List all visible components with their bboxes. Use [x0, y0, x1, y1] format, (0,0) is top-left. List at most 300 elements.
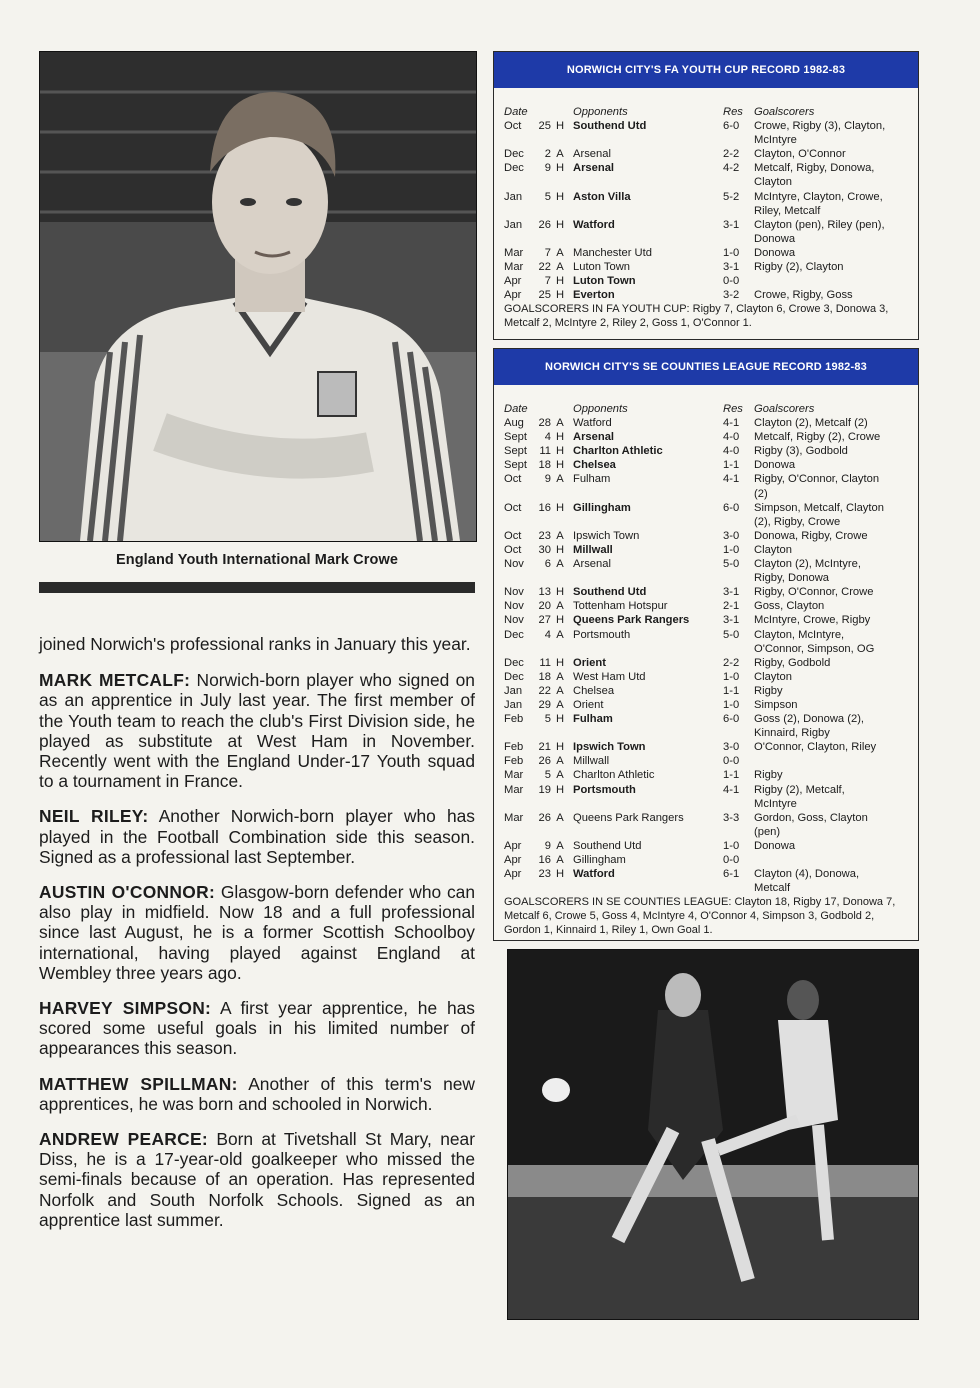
match-opponent: Tottenham Hotspur [573, 600, 668, 613]
match-scorers: Riley, Metcalf [754, 204, 821, 217]
match-scorers: Goss (2), Donowa (2), [754, 713, 865, 726]
match-day: 4 [544, 628, 551, 641]
header-res: Res [723, 106, 743, 118]
match-result: 1-0 [723, 839, 740, 852]
match-scorers: Clayton (pen), Riley (pen), [754, 218, 885, 231]
table-row [504, 797, 918, 811]
match-month: Oct [504, 529, 522, 542]
match-venue: H [555, 275, 565, 288]
article-intro: joined Norwich's professional ranks in January this year. [39, 634, 471, 654]
match-venue: H [555, 190, 565, 203]
article-body [39, 634, 475, 1245]
match-month: Aug [504, 417, 524, 430]
table-row [504, 613, 918, 627]
match-venue: A [556, 261, 564, 274]
match-month: Nov [504, 586, 524, 599]
table-row [504, 585, 918, 599]
match-scorers: Donowa [754, 459, 796, 472]
match-scorers: McIntyre, Clayton, Crowe, [754, 190, 883, 203]
match-month: Nov [504, 614, 524, 627]
match-opponent: West Ham Utd [573, 670, 646, 683]
match-result: 5-0 [723, 558, 740, 571]
match-opponent: Arsenal [573, 558, 611, 571]
header-date: Date [504, 106, 528, 118]
match-day: 9 [544, 473, 551, 486]
table-row [504, 529, 918, 543]
match-opponent: Portsmouth [573, 628, 631, 641]
match-scorers: Donowa [754, 839, 796, 852]
match-day: 25 [538, 120, 551, 133]
profile-paragraph [39, 882, 475, 983]
table-row [504, 670, 918, 684]
profile-text: A first year apprentice, he has scored some useful goals in his limited number of appearances this season. [39, 998, 475, 1059]
match-venue: H [555, 586, 565, 599]
match-opponent: Chelsea [573, 459, 616, 472]
match-month: Dec [504, 628, 524, 641]
match-day: 11 [539, 656, 551, 669]
match-venue: H [555, 868, 565, 881]
match-opponent: Ipswich Town [573, 741, 646, 754]
match-month: Nov [504, 600, 524, 613]
match-venue: H [555, 431, 565, 444]
match-scorers: Rigby (2), Clayton [754, 261, 844, 274]
table-row [504, 881, 918, 895]
match-month: Nov [504, 558, 524, 571]
match-venue: A [556, 839, 564, 852]
table-row [504, 218, 918, 232]
match-result: 2-1 [723, 600, 740, 613]
match-scorers: O'Connor, Simpson, OG [754, 642, 875, 655]
match-result: 3-1 [723, 586, 740, 599]
match-venue: A [556, 558, 564, 571]
match-day: 22 [538, 684, 551, 697]
match-venue: H [555, 656, 565, 669]
match-result: 1-1 [723, 459, 740, 472]
match-day: 23 [538, 868, 551, 881]
match-result: 5-0 [723, 628, 740, 641]
match-venue: H [555, 741, 565, 754]
match-venue: A [556, 854, 564, 866]
match-opponent: Southend Utd [573, 586, 647, 599]
table-row [504, 656, 918, 670]
match-month: Mar [504, 811, 524, 824]
match-scorers: Rigby, O'Connor, Clayton [754, 473, 880, 486]
match-day: 28 [538, 417, 551, 430]
match-opponent: Watford [573, 417, 612, 430]
match-scorers: Rigby (3), Godbold [754, 445, 848, 458]
match-scorers: McIntyre, Crowe, Rigby [754, 614, 871, 627]
photo-caption: England Youth International Mark Crowe [115, 552, 398, 568]
match-day: 6 [544, 558, 551, 571]
match-day: 5 [544, 769, 551, 782]
match-day: 26 [538, 811, 551, 824]
match-scorers [754, 274, 904, 288]
match-day: 29 [538, 698, 551, 711]
match-month: Dec [504, 656, 524, 669]
match-result: 2-2 [723, 148, 740, 161]
match-day: 30 [538, 543, 551, 556]
match-scorers: O'Connor, Clayton, Riley [754, 741, 877, 754]
match-scorers: Rigby, Godbold [754, 656, 831, 669]
match-scorers: Donowa [754, 246, 796, 259]
match-month: Apr [504, 854, 522, 866]
match-scorers: Rigby [754, 769, 783, 782]
table-row [504, 642, 918, 656]
match-result: 1-0 [723, 246, 740, 259]
profile-name: ANDREW PEARCE: [39, 1129, 209, 1150]
match-scorers: Goss, Clayton [754, 600, 825, 613]
match-result: 3-2 [723, 289, 740, 302]
match-venue: A [556, 698, 564, 711]
match-opponent: Luton Town [573, 261, 631, 274]
table-row [504, 825, 918, 839]
match-opponent: Arsenal [573, 431, 615, 444]
match-result: 3-1 [723, 218, 740, 231]
profile-text: Another of this term's new apprentices, he was born and schooled in Norwich. [39, 1073, 475, 1114]
match-venue: H [555, 162, 565, 175]
table-row [504, 472, 918, 486]
match-scorers: Donowa [754, 232, 796, 245]
match-result: 1-1 [723, 769, 740, 782]
match-result: 1-0 [723, 698, 740, 711]
match-opponent: Fulham [573, 473, 611, 486]
match-scorers: Gordon, Goss, Clayton [754, 811, 868, 824]
profile-text: Glasgow-born defender who can also play in midfield. Now 18 and a full professional since last August, he is a former Scottish Schoolboy international, having played against England at Wembley three years ago. [39, 882, 475, 983]
match-result: 1-1 [723, 684, 740, 697]
match-month: Dec [504, 148, 524, 161]
match-result: 3-1 [723, 261, 740, 274]
fa-youth-cup-table [504, 105, 918, 302]
match-month: Jan [504, 218, 523, 231]
table-row [504, 501, 918, 515]
match-day: 26 [538, 755, 551, 768]
match-opponent: Arsenal [573, 162, 615, 175]
match-opponent: Charlton Athletic [573, 769, 655, 782]
match-month: Oct [504, 473, 522, 486]
match-venue: A [556, 811, 564, 824]
match-opponent: Millwall [573, 543, 613, 556]
match-venue: H [555, 218, 565, 231]
match-venue: A [556, 670, 564, 683]
match-month: Apr [504, 289, 522, 302]
table-row [504, 260, 918, 274]
match-month: Jan [504, 190, 523, 203]
match-scorers: Metcalf [754, 882, 791, 895]
table-row [504, 698, 918, 712]
table-row [504, 288, 918, 302]
table-row [504, 515, 918, 529]
match-venue: A [556, 769, 564, 782]
table-row [504, 444, 918, 458]
match-day: 22 [538, 261, 551, 274]
match-opponent: Orient [573, 698, 604, 711]
match-venue: H [555, 783, 565, 796]
table-row [504, 571, 918, 585]
match-result: 1-0 [723, 543, 740, 556]
match-day: 2 [544, 148, 551, 161]
match-month: Mar [504, 246, 524, 259]
fa-youth-cup-panel [493, 51, 919, 340]
table-row [504, 133, 918, 147]
match-day: 11 [539, 445, 551, 458]
profile-name: HARVEY SIMPSON: [39, 998, 212, 1019]
match-day: 23 [538, 529, 551, 542]
table-row [504, 839, 918, 853]
match-scorers: Clayton, O'Connor [754, 148, 846, 161]
profile-paragraph [39, 806, 475, 867]
match-result: 4-1 [723, 417, 740, 430]
match-month: Apr [504, 868, 522, 881]
match-month: Feb [504, 741, 524, 754]
profile-paragraph [39, 1074, 475, 1114]
profile-name: AUSTIN O'CONNOR: [39, 882, 216, 903]
match-scorers: Rigby [754, 684, 783, 697]
se-counties-table [504, 402, 918, 895]
match-scorers: Simpson, Metcalf, Clayton [754, 501, 884, 514]
match-opponent: Gillingham [573, 854, 626, 866]
match-scorers: Clayton [754, 543, 792, 556]
match-month: Mar [504, 769, 524, 782]
header-date: Date [504, 403, 528, 415]
match-day: 7 [544, 246, 551, 259]
match-result: 5-2 [723, 190, 740, 203]
match-venue: H [555, 445, 565, 458]
match-scorers: Clayton (2), McIntyre, [754, 558, 861, 571]
match-month: Oct [504, 120, 522, 133]
divider-bar [39, 582, 475, 593]
match-venue: H [555, 501, 565, 514]
match-result: 2-2 [723, 656, 740, 669]
match-opponent: Watford [573, 218, 615, 231]
portrait-photo [39, 51, 477, 542]
match-scorers: Clayton (2), Metcalf (2) [754, 417, 868, 430]
match-result: 3-1 [723, 614, 740, 627]
match-venue: H [555, 614, 565, 627]
match-opponent: Queens Park Rangers [573, 614, 690, 627]
se-counties-summary: GOALSCORERS IN SE COUNTIES LEAGUE: Clayton 18, Rigby 17, Donowa 7, Metcalf 6, Crowe 5, Goss 4, McIntyre 4, O'Connor 4, Simpson 3, Godbold 2, Gordon 1, Kinnaird 1, Riley 1, Own Goal 1. [504, 896, 896, 937]
table-row [504, 599, 918, 613]
match-scorers: Metcalf, Rigby (2), Crowe [754, 431, 881, 444]
match-venue: H [555, 120, 565, 133]
table-row [504, 175, 918, 189]
table-row [504, 768, 918, 782]
match-month: Apr [504, 275, 522, 288]
match-opponent: Millwall [573, 755, 610, 768]
table-row [504, 867, 918, 881]
match-scorers: Clayton (4), Donowa, [754, 868, 860, 881]
match-result: 3-0 [723, 529, 740, 542]
match-venue: A [556, 600, 564, 613]
match-scorers: Clayton [754, 670, 792, 683]
match-venue: H [555, 459, 565, 472]
match-month: Feb [504, 713, 524, 726]
match-result: 3-3 [723, 811, 740, 824]
match-day: 21 [538, 741, 551, 754]
table-row [504, 740, 918, 754]
match-opponent: Portsmouth [573, 783, 636, 796]
match-month: Dec [504, 670, 524, 683]
match-month: Sept [504, 431, 528, 444]
match-action-photo [507, 949, 919, 1320]
match-scorers: Crowe, Rigby (3), Clayton, [754, 120, 886, 133]
match-opponent: Gillingham [573, 501, 631, 514]
match-scorers: Clayton [754, 176, 792, 189]
match-opponent: Everton [573, 289, 615, 302]
match-scorers: McIntyre [754, 797, 797, 810]
match-opponent: Watford [573, 868, 615, 881]
table-row [504, 430, 918, 444]
match-day: 27 [538, 614, 551, 627]
table-row [504, 190, 918, 204]
match-opponent: Southend Utd [573, 839, 642, 852]
table-row [504, 161, 918, 175]
match-month: Jan [504, 698, 523, 711]
table-row [504, 204, 918, 218]
match-result: 4-1 [723, 783, 740, 796]
match-scorers: Rigby, O'Connor, Crowe [754, 586, 874, 599]
header-goalscorers: Goalscorers [754, 403, 815, 415]
header-goalscorers: Goalscorers [754, 106, 815, 118]
match-day: 9 [544, 839, 551, 852]
match-month: Jan [504, 684, 523, 697]
table-row [504, 543, 918, 557]
header-opponents: Opponents [573, 403, 628, 415]
match-month: Mar [504, 261, 524, 274]
match-month: Mar [504, 783, 524, 796]
fa-youth-cup-title: NORWICH CITY'S FA YOUTH CUP RECORD 1982-83 [494, 52, 918, 88]
match-scorers [754, 853, 904, 867]
match-result: 4-0 [723, 431, 740, 444]
header-opponents: Opponents [573, 106, 628, 118]
match-opponent: Aston Villa [573, 190, 631, 203]
match-venue: A [556, 628, 564, 641]
table-row [504, 119, 918, 133]
table-row [504, 726, 918, 740]
profile-paragraph [39, 1129, 475, 1230]
match-result: 6-0 [723, 120, 740, 133]
table-row [504, 853, 918, 867]
profile-name: NEIL RILEY: [39, 806, 149, 827]
match-opponent: Manchester Utd [573, 246, 652, 259]
match-scorers: Metcalf, Rigby, Donowa, [754, 162, 875, 175]
table-row [504, 147, 918, 161]
match-day: 7 [544, 275, 551, 288]
match-scorers: Kinnaird, Rigby [754, 727, 830, 740]
match-day: 13 [538, 586, 551, 599]
match-day: 26 [538, 218, 551, 231]
table-row [504, 458, 918, 472]
match-month: Sept [504, 445, 528, 458]
match-scorers: Crowe, Rigby, Goss [754, 289, 853, 302]
match-result: 1-0 [723, 670, 740, 683]
match-scorers: Rigby (2), Metcalf, [754, 783, 845, 796]
match-opponent: Queens Park Rangers [573, 811, 684, 824]
match-opponent: Southend Utd [573, 120, 647, 133]
table-header [504, 105, 918, 119]
match-opponent: Ipswich Town [573, 529, 640, 542]
match-result: 0-0 [723, 854, 740, 866]
match-scorers: McIntyre [754, 134, 797, 147]
profile-paragraph [39, 670, 475, 791]
table-row [504, 246, 918, 260]
profile-name: MARK METCALF: [39, 670, 191, 691]
match-scorers: Donowa, Rigby, Crowe [754, 529, 868, 542]
match-day: 20 [538, 600, 551, 613]
match-result: 4-1 [723, 473, 740, 486]
match-venue: A [556, 417, 564, 430]
table-row [504, 232, 918, 246]
match-venue: H [555, 289, 565, 302]
match-result: 6-0 [723, 501, 740, 514]
profile-text: Born at Tivetshall St Mary, near Diss, he is a 17-year-old goalkeeper who missed the semi-finals because of an operation. Has represented Norfolk and South Norfolk Schools. Signed as an apprentice last summer. [39, 1129, 475, 1230]
match-opponent: Fulham [573, 713, 613, 726]
match-month: Dec [504, 162, 524, 175]
match-scorers [754, 754, 904, 768]
match-day: 9 [544, 162, 551, 175]
profile-paragraph [39, 998, 475, 1059]
match-result: 4-0 [723, 445, 740, 458]
table-row [504, 628, 918, 642]
match-day: 16 [538, 501, 551, 514]
match-day: 4 [544, 431, 551, 444]
match-result: 6-1 [723, 868, 740, 881]
match-venue: A [556, 148, 564, 161]
match-venue: H [555, 543, 565, 556]
match-result: 0-0 [723, 755, 740, 768]
match-opponent: Luton Town [573, 275, 636, 288]
match-month: Feb [504, 755, 524, 768]
match-venue: A [556, 246, 564, 259]
profile-name: MATTHEW SPILLMAN: [39, 1073, 238, 1094]
match-result: 3-0 [723, 741, 740, 754]
match-scorers: Rigby, Donowa [754, 572, 830, 585]
match-scorers: Clayton, McIntyre, [754, 628, 845, 641]
table-row [504, 712, 918, 726]
match-venue: H [555, 713, 565, 726]
profile-text: Norwich-born player who signed on as an apprentice in July last year. The first member of the Youth team to reach the club's First Division side, he played as substitute at West Ham in November. Recently went with the England Under-17 Youth squad to a tournament in France. [39, 670, 475, 792]
match-result: 4-2 [723, 162, 740, 175]
match-month: Oct [504, 501, 522, 514]
match-scorers: Simpson [754, 698, 798, 711]
fa-youth-cup-summary: GOALSCORERS IN FA YOUTH CUP: Rigby 7, Clayton 6, Crowe 3, Donowa 3, Metcalf 2, McIntyre 2, Riley 2, Goss 1, O'Connor 1. [504, 303, 889, 330]
table-header [504, 402, 918, 416]
match-opponent: Charlton Athletic [573, 445, 663, 458]
match-day: 19 [538, 783, 551, 796]
match-scorers: (2), Rigby, Crowe [754, 515, 841, 528]
match-result: 0-0 [723, 275, 740, 288]
table-row [504, 811, 918, 825]
match-venue: A [556, 473, 564, 486]
match-day: 18 [538, 459, 551, 472]
match-scorers: (2) [754, 487, 768, 500]
match-scorers: (pen) [754, 825, 781, 838]
match-venue: A [556, 529, 564, 542]
table-row [504, 684, 918, 698]
match-venue: A [556, 684, 564, 697]
match-day: 18 [538, 670, 551, 683]
match-opponent: Chelsea [573, 684, 615, 697]
match-opponent: Arsenal [573, 148, 611, 161]
table-row [504, 487, 918, 501]
table-row [504, 274, 918, 288]
profile-text: Another Norwich-born player who has played in the Football Combination side this season. Signed as a professional last September. [39, 806, 475, 867]
se-counties-title: NORWICH CITY'S SE COUNTIES LEAGUE RECORD 1982-83 [494, 349, 918, 385]
table-row [504, 783, 918, 797]
match-day: 5 [544, 190, 551, 203]
table-row [504, 557, 918, 571]
match-month: Sept [504, 459, 528, 472]
table-row [504, 754, 918, 768]
